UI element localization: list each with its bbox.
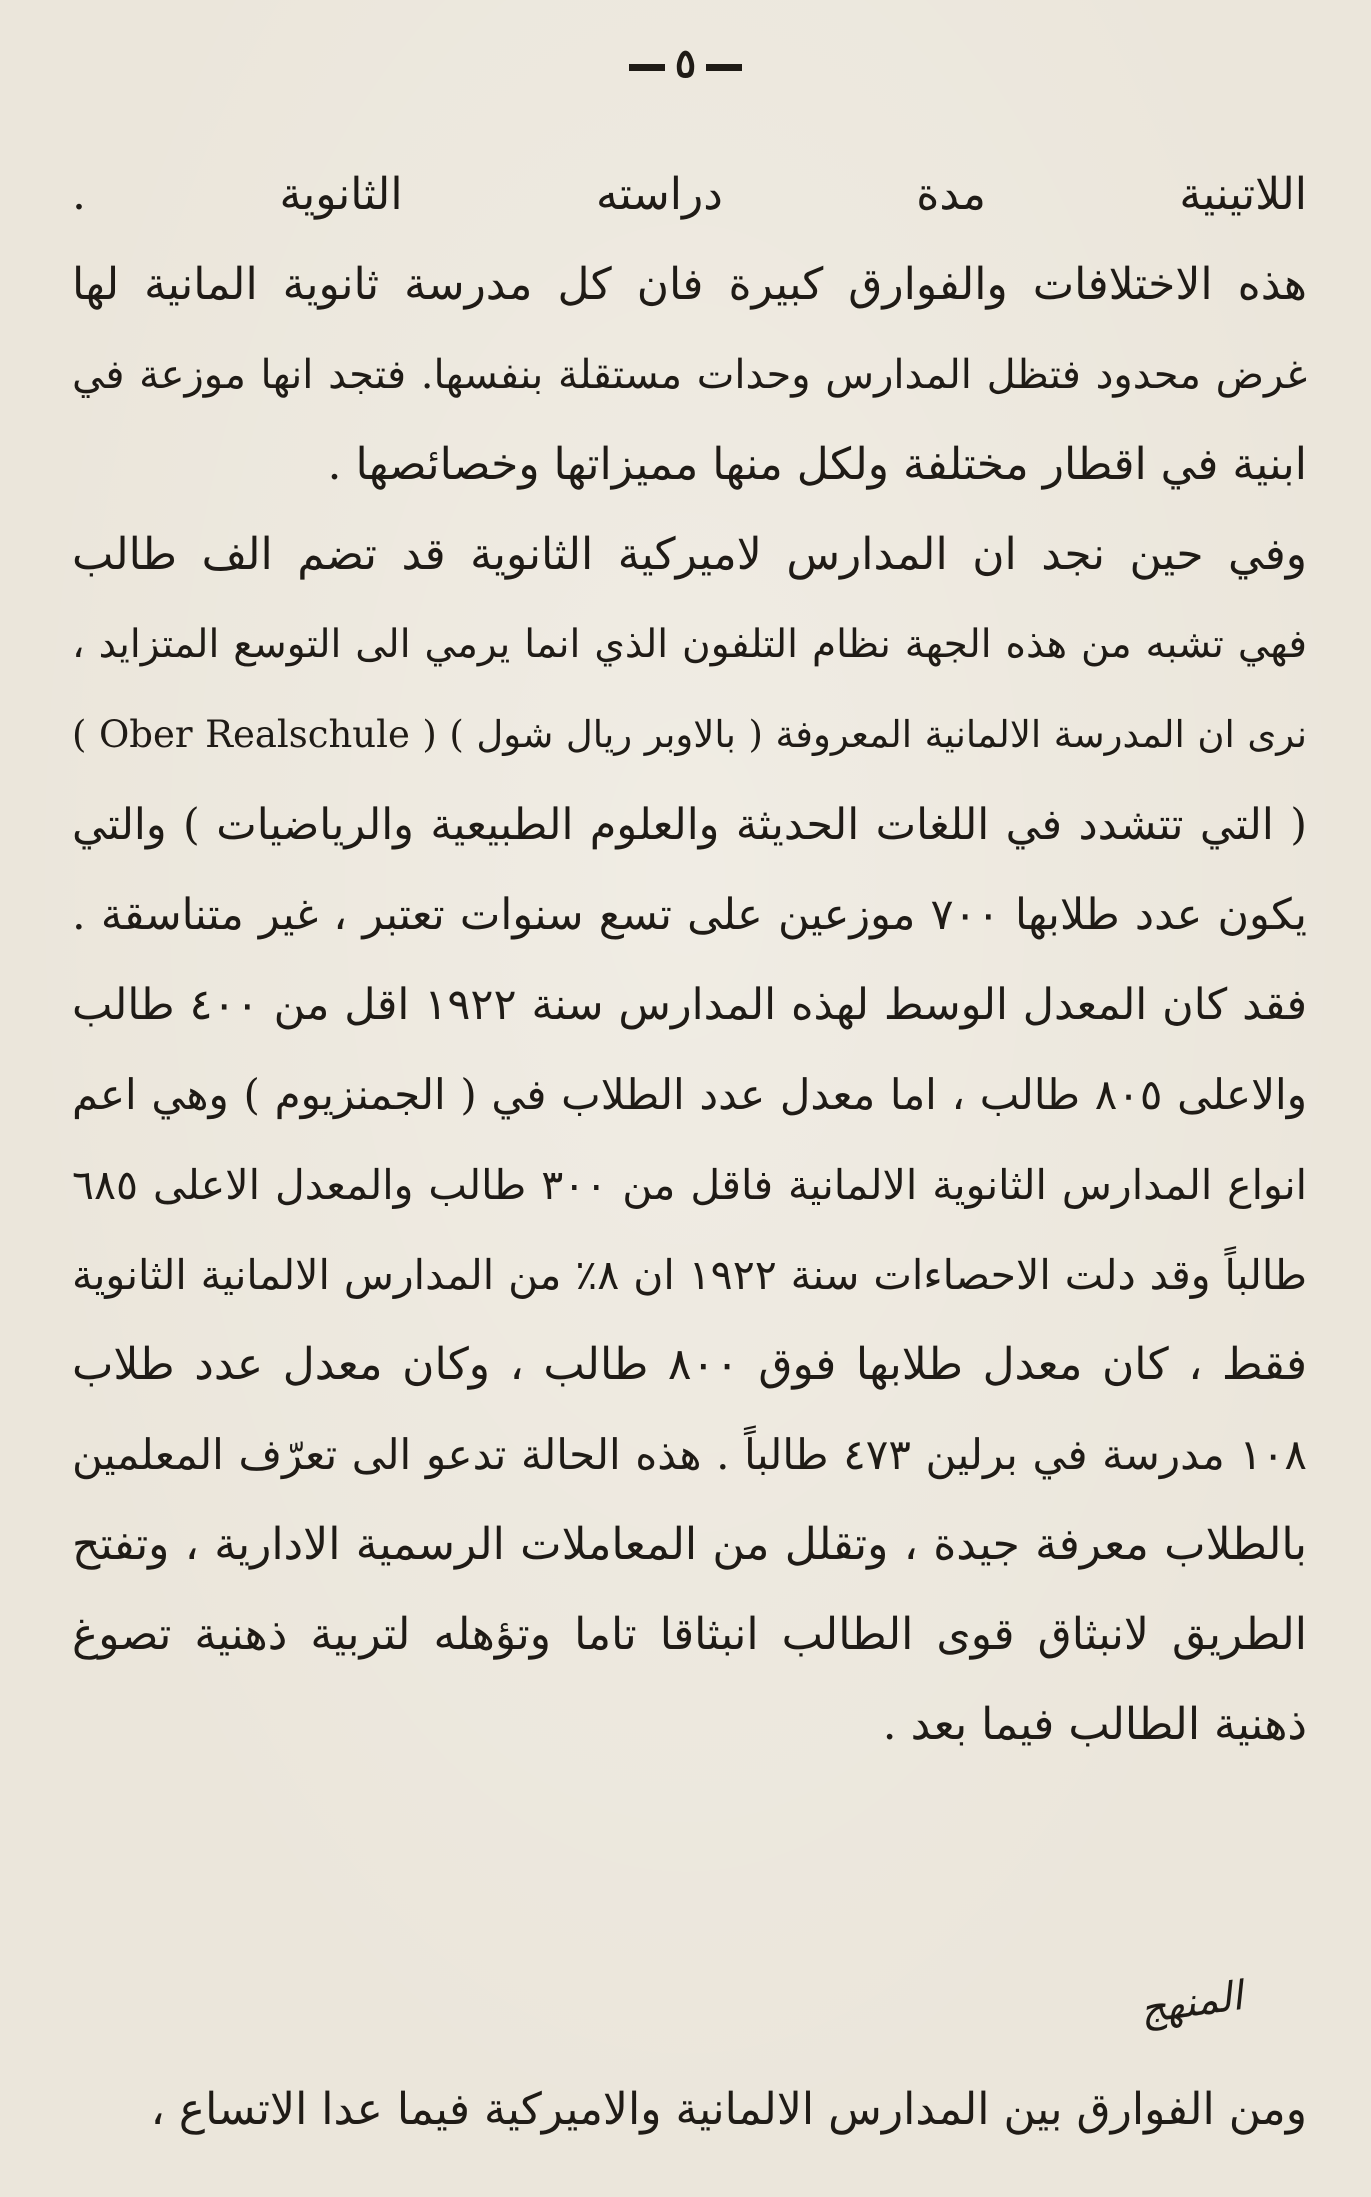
text-line-10: فقد كان المعدل الوسط لهذه المدارس سنة ١٩٢٢ اقل من ٤٠٠ طالب (72, 980, 1307, 1030)
text-line-12: انواع المدارس الثانوية الالمانية فاقل من ٣٠٠ طالب والمعدل الاعلى ٦٨٥ (72, 1161, 1307, 1209)
text-line-1: اللاتينية مدة دراسته الثانوية . (72, 169, 1307, 220)
page-number-dash-left (629, 64, 665, 71)
text-line-13: طالباً وقد دلت الاحصاءات سنة ١٩٢٢ ان ٨٪ من المدارس الالمانية الثانوية (72, 1251, 1307, 1299)
page-number-value: ٥ (674, 40, 697, 87)
text-line-final: ومن الفوارق بين المدارس الالمانية والاميركية فيما عدا الاتساع ، (150, 2084, 1307, 2135)
page-number (0, 40, 1371, 87)
text-line-11: والاعلى ٨٠٥ طالب ، اما معدل عدد الطلاب في ( الجمنزيوم ) وهي اعم (72, 1070, 1307, 1119)
text-line-9: يكون عدد طلابها ٧٠٠ موزعين على تسع سنوات تعتبر ، غير متناسقة . (72, 890, 1307, 940)
text-line-3: غرض محدود فتظل المدارس وحدات مستقلة بنفسها. فتجد انها موزعة في (72, 352, 1307, 398)
text-line-7: نرى ان المدرسة الالمانية المعروفة ( بالاوبر ريال شول ) ( Ober Realschule ) (72, 713, 1307, 756)
text-line-15: ١٠٨ مدرسة في برلين ٤٧٣ طالباً . هذه الحالة تدعو الى تعرّف المعلمين (72, 1430, 1307, 1479)
text-line-17: الطريق لانبثاق قوى الطالب انبثاقا تاما وتؤهله لتربية ذهنية تصوغ (72, 1609, 1307, 1660)
text-line-5: وفي حين نجد ان المدارس لاميركية الثانوية قد تضم الف طالب (72, 529, 1307, 580)
text-line-2: هذه الاختلافات والفوارق كبيرة فان كل مدرسة ثانوية المانية لها (72, 259, 1307, 310)
text-line-16: بالطلاب معرفة جيدة ، وتقلل من المعاملات الرسمية الادارية ، وتفتح (72, 1519, 1307, 1570)
page-number-dash-right (706, 64, 742, 71)
text-line-6: فهي تشبه من هذه الجهة نظام التلفون الذي انما يرمي الى التوسع المتزايد ، (72, 622, 1307, 667)
text-line-18: ذهنية الطالب فيما بعد . (882, 1699, 1307, 1750)
handwritten-annotation: المنهج (1137, 1973, 1246, 2033)
body-text (72, 150, 1307, 1770)
text-line-8: ( التي تتشدد في اللغات الحديثة والعلوم الطبيعية والرياضيات ) والتي (72, 800, 1307, 850)
text-line-4: ابنية في اقطار مختلفة ولكل منها مميزاتها وخصائصها . (327, 439, 1307, 490)
text-line-14: فقط ، كان معدل طلابها فوق ٨٠٠ طالب ، وكان معدل عدد طلاب (72, 1339, 1307, 1390)
